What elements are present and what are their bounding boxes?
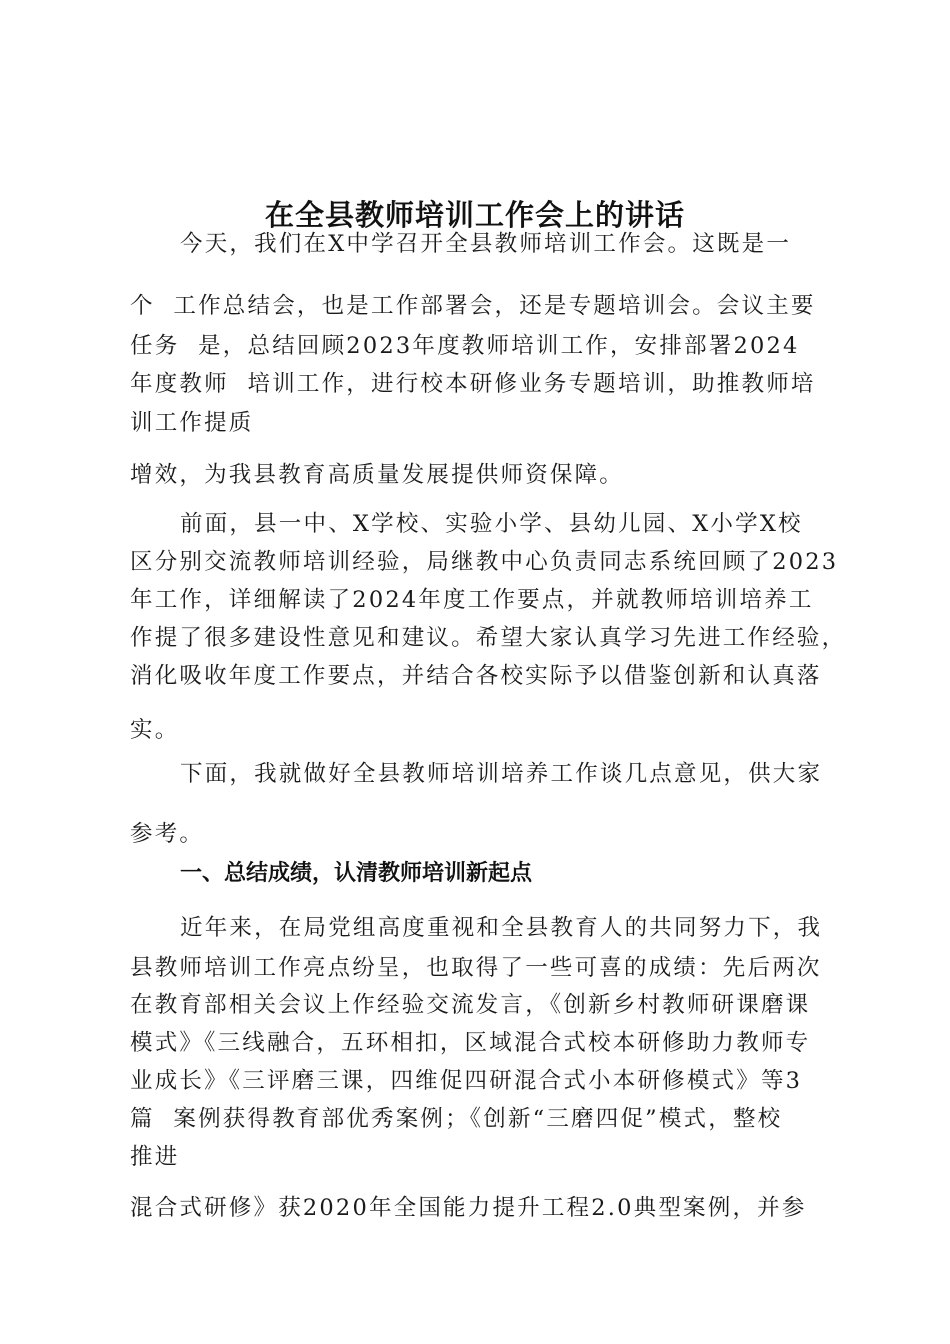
section-heading: 一、总结成绩，认清教师培训新起点 bbox=[180, 861, 533, 886]
paragraph-line: 前面，县一中、X学校、实验小学、县幼儿园、X小学X校 bbox=[180, 511, 803, 537]
paragraph-line: 区分别交流教师培训经验，局继教中心负责同志系统回顾了2023 bbox=[130, 549, 839, 575]
paragraph-line: 在教育部相关会议上作经验交流发言，《创新乡村教师研课磨课 bbox=[130, 992, 811, 1018]
paragraph-line: 年工作，详细解读了2024年度工作要点，并就教师培训培养工 bbox=[130, 587, 814, 613]
paragraph-line: 作提了很多建设性意见和建议。希望大家认真学习先进工作经验， bbox=[130, 625, 847, 651]
paragraph-line: 推进 bbox=[130, 1144, 180, 1170]
paragraph-line: 近年来，在局党组高度重视和全县教育人的共同努力下，我 bbox=[180, 915, 823, 941]
paragraph-line: 实。 bbox=[130, 717, 180, 743]
paragraph-line: 任务 是，总结回顾2023年度教师培训工作，安排部署2024 bbox=[130, 333, 800, 359]
paragraph-line: 参考。 bbox=[130, 821, 205, 847]
paragraph-line: 消化吸收年度工作要点，并结合各校实际予以借鉴创新和认真落 bbox=[130, 663, 822, 689]
paragraph-line: 个 工作总结会，也是工作部署会，还是专题培训会。会议主要 bbox=[130, 293, 816, 319]
paragraph-line: 训工作提质 bbox=[130, 410, 254, 436]
paragraph-line: 篇 案例获得教育部优秀案例；《创新“三磨四促”模式，整校 bbox=[130, 1106, 783, 1132]
paragraph-line: 混合式研修》获2020年全国能力提升工程2.0典型案例，并参 bbox=[130, 1195, 807, 1221]
paragraph-line: 增效，为我县教育高质量发展提供师资保障。 bbox=[130, 462, 625, 488]
document-title: 在全县教师培训工作会上的讲话 bbox=[264, 198, 685, 232]
paragraph-line: 业成长》《三评磨三课，四维促四研混合式小本研修模式》等3 bbox=[130, 1068, 803, 1094]
paragraph-line: 县教师培训工作亮点纷呈，也取得了一些可喜的成绩：先后两次 bbox=[130, 955, 822, 981]
paragraph-line: 今天，我们在X中学召开全县教师培训工作会。这既是一 bbox=[180, 231, 792, 257]
paragraph-line: 模式》《三线融合，五环相扣，区域混合式校本研修助力教师专 bbox=[130, 1030, 811, 1056]
paragraph-line: 年度教师 培训工作，进行校本研修业务专题培训，助推教师培 bbox=[130, 371, 816, 397]
paragraph-line: 下面，我就做好全县教师培训培养工作谈几点意见，供大家 bbox=[180, 761, 823, 787]
